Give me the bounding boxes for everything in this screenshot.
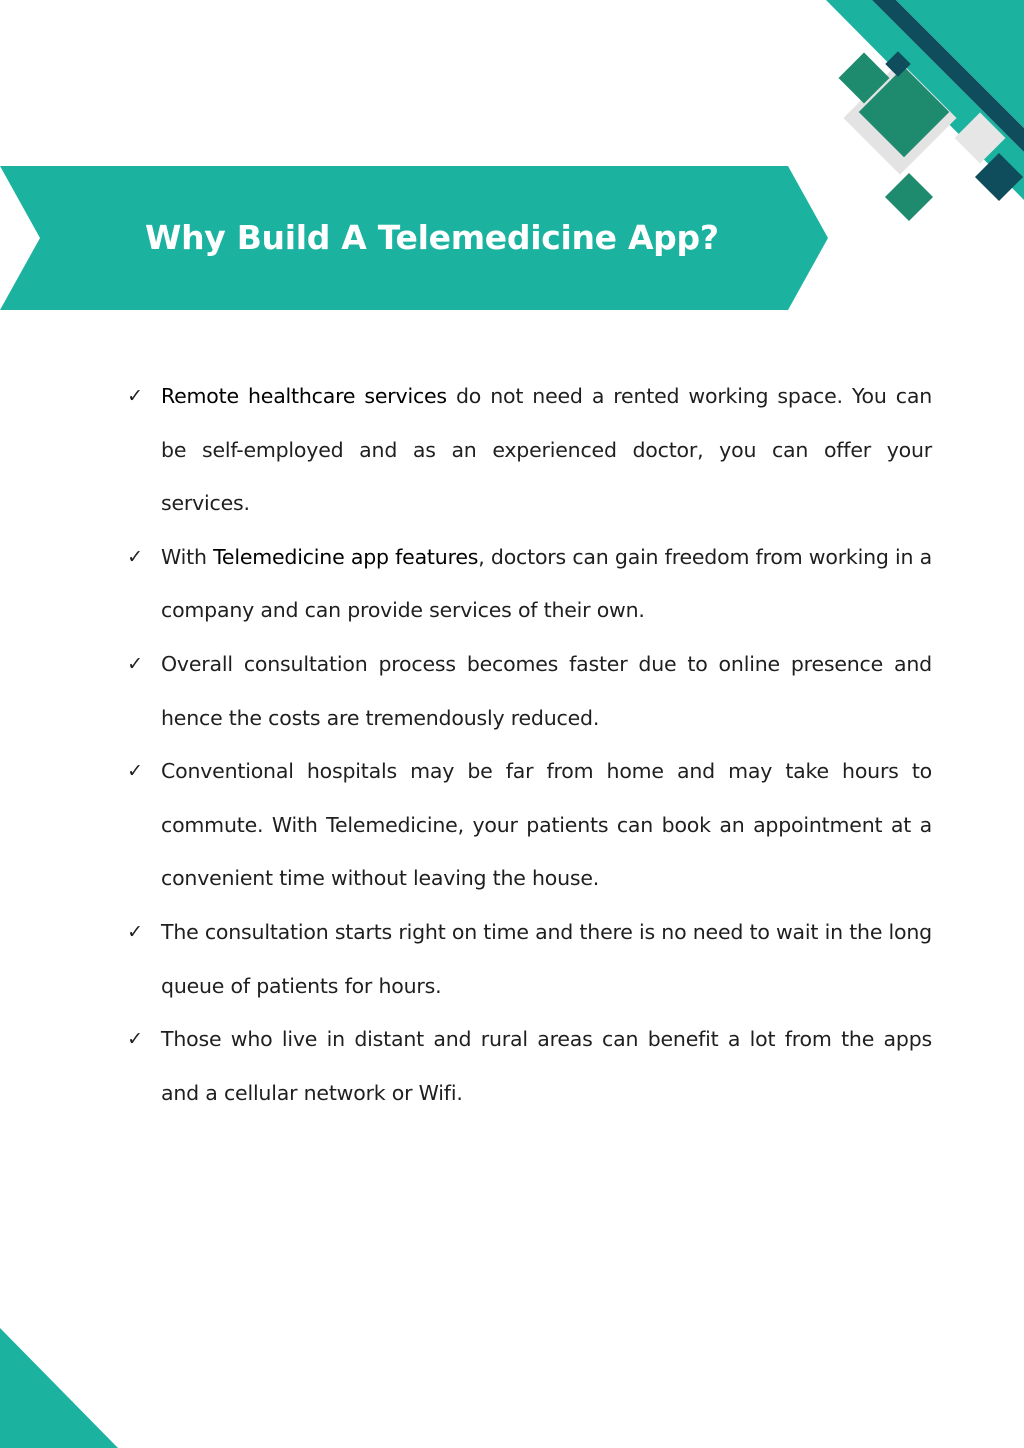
top-right-teal-band	[826, 0, 1024, 200]
bullet-text: do not need a rented working space. You can be self-employed and as an experienced doctor, you can offer your services.	[161, 384, 932, 516]
benefits-list	[124, 370, 932, 1120]
bullet-prefix: With	[161, 544, 214, 569]
gray-diamond-small	[955, 113, 1006, 164]
bullet-text: The consultation starts right on time and there is no need to wait in the long queue of patients for hours.	[161, 919, 932, 998]
check-mark-icon: ✓	[127, 545, 143, 568]
check-mark-icon: ✓	[127, 385, 143, 407]
top-right-teal-corner	[896, 0, 1024, 128]
list-item	[124, 906, 932, 1013]
green-diamond-bottom	[885, 173, 933, 221]
title-banner	[0, 166, 830, 310]
list-item	[124, 638, 932, 745]
gray-diamond	[843, 61, 956, 174]
list-item	[124, 745, 932, 906]
highlight-text: Telemedicine app features	[213, 544, 479, 569]
check-mark-icon: ✓	[127, 920, 143, 943]
list-item	[124, 531, 932, 638]
bullet-text: Overall consultation process becomes faster due to online presence and hence the costs are tremendously reduced.	[161, 651, 932, 730]
bottom-left-teal-triangle	[0, 1328, 118, 1448]
dark-diamond-small	[885, 51, 910, 76]
list-item	[124, 370, 932, 531]
bullet-text: , doctors can gain freedom from working in a company and can provide services of their own.	[161, 544, 933, 623]
check-mark-icon: ✓	[127, 1028, 143, 1051]
green-diamond-large	[859, 67, 950, 158]
check-mark-icon: ✓	[127, 652, 143, 675]
bullet-text: Those who live in distant and rural areas can benefit a lot from the apps and a cellular network or Wifi.	[161, 1027, 932, 1105]
top-right-dark-band	[872, 0, 1024, 152]
check-mark-icon: ✓	[127, 760, 143, 783]
page-title: Why Build A Telemedicine App?	[145, 218, 719, 257]
dark-diamond-right	[975, 153, 1023, 201]
highlight-text: Remote healthcare services	[161, 384, 447, 408]
green-diamond-small	[839, 53, 890, 104]
list-item	[124, 1013, 932, 1120]
bullet-text: Conventional hospitals may be far from home and may take hours to commute. With Telemedicine, your patients can book an appointment at a convenient time without leaving the house.	[161, 759, 932, 891]
